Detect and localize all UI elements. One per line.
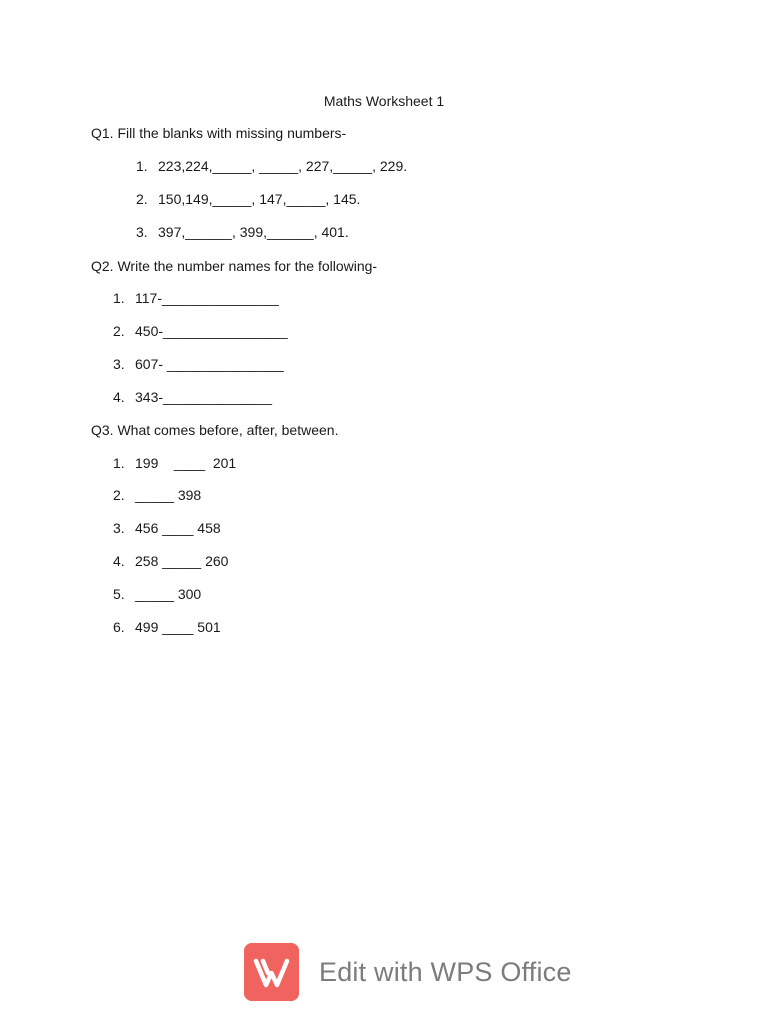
list-item xyxy=(113,323,288,339)
item-number: 1. xyxy=(113,455,125,471)
item-text: 343-______________ xyxy=(135,389,273,405)
wps-banner-label[interactable]: Edit with WPS Office xyxy=(319,956,572,987)
list-item xyxy=(113,455,236,471)
item-text: 258 _____ 260 xyxy=(135,553,229,569)
item-number: 4. xyxy=(113,389,125,405)
item-number: 2. xyxy=(136,191,148,207)
item-number: 2. xyxy=(113,487,125,503)
item-text: 223,224,_____, _____, 227,_____, 229. xyxy=(158,158,408,174)
item-number: 3. xyxy=(113,356,125,372)
list-item xyxy=(113,290,279,306)
item-text: 150,149,_____, 147,_____, 145. xyxy=(158,191,361,207)
list-item xyxy=(113,619,221,635)
item-text: _____ 300 xyxy=(135,586,202,602)
item-number: 6. xyxy=(113,619,125,635)
item-number: 3. xyxy=(113,520,125,536)
item-text: 397,______, 399,______, 401. xyxy=(158,224,349,240)
item-text: 117-_______________ xyxy=(135,290,279,306)
list-item xyxy=(136,158,407,174)
item-text: 499 ____ 501 xyxy=(135,619,221,635)
list-item xyxy=(113,553,228,569)
question-3-heading: Q3. What comes before, after, between. xyxy=(91,422,339,438)
item-number: 4. xyxy=(113,553,125,569)
wps-w-icon[interactable] xyxy=(244,943,299,1001)
item-text: 199 ____ 201 xyxy=(135,455,237,471)
page-title: Maths Worksheet 1 xyxy=(323,93,445,109)
list-item xyxy=(136,224,349,240)
wps-w-icon-graphic xyxy=(244,943,299,1001)
list-item xyxy=(136,191,360,207)
item-text: _____ 398 xyxy=(135,487,202,503)
item-text: 607- _______________ xyxy=(135,356,284,372)
item-number: 3. xyxy=(136,224,148,240)
question-1-heading: Q1. Fill the blanks with missing numbers- xyxy=(91,125,347,141)
list-item xyxy=(113,356,284,372)
list-item xyxy=(113,586,201,602)
question-2-heading: Q2. Write the number names for the following- xyxy=(91,258,378,274)
list-item xyxy=(113,389,272,405)
edit-with-wps-banner[interactable] xyxy=(244,943,572,1001)
item-number: 2. xyxy=(113,323,125,339)
item-number: 1. xyxy=(113,290,125,306)
item-text: 450-________________ xyxy=(135,323,288,339)
item-number: 5. xyxy=(113,586,125,602)
item-number: 1. xyxy=(136,158,148,174)
list-item xyxy=(113,520,221,536)
list-item xyxy=(113,487,201,503)
item-text: 456 ____ 458 xyxy=(135,520,221,536)
